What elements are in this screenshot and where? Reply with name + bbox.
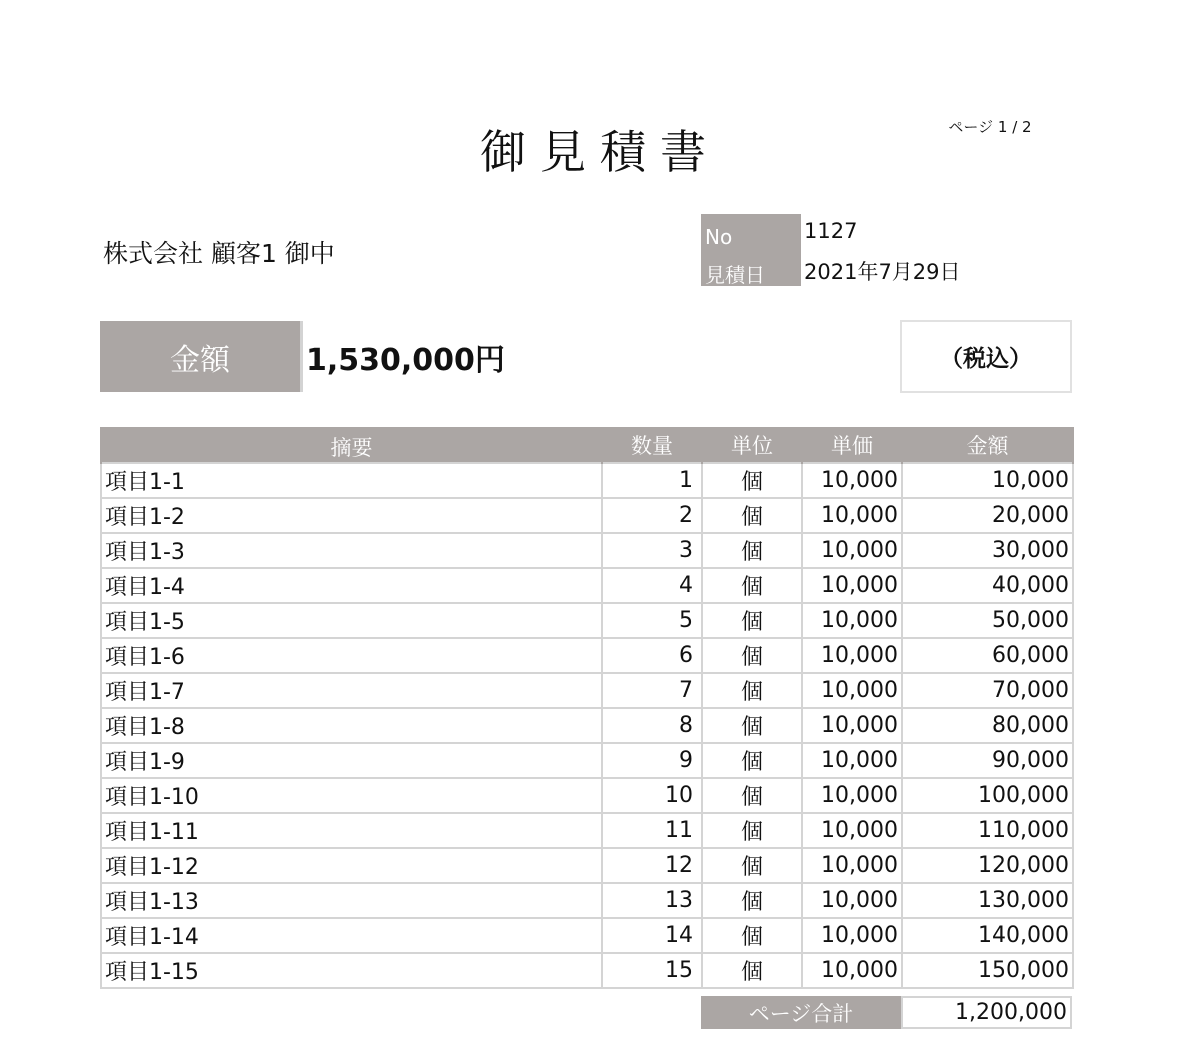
table-header-row — [101, 427, 1073, 463]
cell-unit-price: 10,000 — [802, 778, 902, 813]
cell-quantity: 5 — [602, 603, 702, 638]
cell-amount: 140,000 — [902, 918, 1073, 953]
header-unit-price: 単価 — [802, 427, 902, 463]
header-quantity: 数量 — [602, 427, 702, 463]
cell-quantity: 10 — [602, 778, 702, 813]
cell-unit: 個 — [702, 708, 802, 743]
cell-unit-price: 10,000 — [802, 883, 902, 918]
header-amount: 金額 — [902, 427, 1073, 463]
table-row — [101, 813, 1073, 848]
total-amount-label: 金額 — [100, 321, 300, 392]
items-body — [101, 463, 1073, 988]
cell-quantity: 8 — [602, 708, 702, 743]
cell-description: 項目1-7 — [101, 673, 602, 708]
cell-unit: 個 — [702, 743, 802, 778]
cell-amount: 20,000 — [902, 498, 1073, 533]
cell-amount: 70,000 — [902, 673, 1073, 708]
cell-amount: 30,000 — [902, 533, 1073, 568]
table-row — [101, 568, 1073, 603]
table-row — [101, 918, 1073, 953]
cell-description: 項目1-2 — [101, 498, 602, 533]
cell-description: 項目1-12 — [101, 848, 602, 883]
cell-unit-price: 10,000 — [802, 463, 902, 498]
cell-description: 項目1-13 — [101, 883, 602, 918]
table-row — [101, 883, 1073, 918]
items-table — [100, 427, 1074, 989]
cell-unit: 個 — [702, 463, 802, 498]
cell-amount: 40,000 — [902, 568, 1073, 603]
cell-amount: 60,000 — [902, 638, 1073, 673]
page-indicator: ページ 1 / 2 — [948, 118, 1032, 136]
cell-unit-price: 10,000 — [802, 848, 902, 883]
cell-unit: 個 — [702, 813, 802, 848]
estimate-date-label: 見積日 — [705, 263, 765, 287]
cell-unit: 個 — [702, 673, 802, 708]
cell-unit-price: 10,000 — [802, 568, 902, 603]
cell-unit: 個 — [702, 498, 802, 533]
table-row — [101, 603, 1073, 638]
cell-amount: 90,000 — [902, 743, 1073, 778]
table-row — [101, 638, 1073, 673]
cell-description: 項目1-10 — [101, 778, 602, 813]
cell-description: 項目1-5 — [101, 603, 602, 638]
total-amount-value: 1,530,000円 — [300, 321, 900, 392]
estimate-no-value: 1127 — [804, 219, 858, 243]
cell-unit-price: 10,000 — [802, 673, 902, 708]
tax-included-note: （税込） — [900, 320, 1072, 393]
cell-quantity: 1 — [602, 463, 702, 498]
cell-amount: 150,000 — [902, 953, 1073, 988]
cell-unit-price: 10,000 — [802, 813, 902, 848]
cell-unit: 個 — [702, 953, 802, 988]
cell-amount: 110,000 — [902, 813, 1073, 848]
cell-description: 項目1-3 — [101, 533, 602, 568]
cell-unit-price: 10,000 — [802, 743, 902, 778]
cell-description: 項目1-1 — [101, 463, 602, 498]
cell-amount: 100,000 — [902, 778, 1073, 813]
cell-quantity: 7 — [602, 673, 702, 708]
header-description: 摘要 — [101, 427, 602, 463]
cell-amount: 80,000 — [902, 708, 1073, 743]
cell-quantity: 11 — [602, 813, 702, 848]
cell-unit: 個 — [702, 918, 802, 953]
cell-unit: 個 — [702, 533, 802, 568]
cell-unit-price: 10,000 — [802, 533, 902, 568]
table-row — [101, 708, 1073, 743]
cell-amount: 120,000 — [902, 848, 1073, 883]
customer-name: 株式会社 顧客1 御中 — [103, 239, 335, 268]
cell-quantity: 13 — [602, 883, 702, 918]
cell-quantity: 4 — [602, 568, 702, 603]
meta-label-column — [701, 214, 801, 286]
cell-quantity: 14 — [602, 918, 702, 953]
cell-unit-price: 10,000 — [802, 953, 902, 988]
header-unit: 単位 — [702, 427, 802, 463]
cell-amount: 10,000 — [902, 463, 1073, 498]
cell-unit: 個 — [702, 568, 802, 603]
cell-unit: 個 — [702, 883, 802, 918]
cell-unit: 個 — [702, 638, 802, 673]
cell-unit: 個 — [702, 848, 802, 883]
table-row — [101, 673, 1073, 708]
table-row — [101, 498, 1073, 533]
estimate-date-value: 2021年7月29日 — [804, 260, 961, 284]
cell-unit: 個 — [702, 778, 802, 813]
cell-unit-price: 10,000 — [802, 708, 902, 743]
table-row — [101, 743, 1073, 778]
cell-description: 項目1-14 — [101, 918, 602, 953]
cell-description: 項目1-6 — [101, 638, 602, 673]
document-title: 御見積書 — [480, 125, 720, 179]
cell-unit-price: 10,000 — [802, 498, 902, 533]
cell-quantity: 15 — [602, 953, 702, 988]
cell-description: 項目1-9 — [101, 743, 602, 778]
cell-description: 項目1-4 — [101, 568, 602, 603]
table-row — [101, 848, 1073, 883]
cell-quantity: 2 — [602, 498, 702, 533]
estimate-no-label: No — [705, 225, 733, 249]
table-row — [101, 463, 1073, 498]
cell-description: 項目1-8 — [101, 708, 602, 743]
cell-unit-price: 10,000 — [802, 638, 902, 673]
cell-quantity: 9 — [602, 743, 702, 778]
cell-description: 項目1-11 — [101, 813, 602, 848]
cell-quantity: 12 — [602, 848, 702, 883]
cell-amount: 50,000 — [902, 603, 1073, 638]
page-total-label: ページ合計 — [701, 996, 901, 1029]
cell-quantity: 3 — [602, 533, 702, 568]
cell-description: 項目1-15 — [101, 953, 602, 988]
cell-amount: 130,000 — [902, 883, 1073, 918]
table-row — [101, 533, 1073, 568]
table-row — [101, 778, 1073, 813]
cell-quantity: 6 — [602, 638, 702, 673]
cell-unit-price: 10,000 — [802, 603, 902, 638]
table-row — [101, 953, 1073, 988]
cell-unit-price: 10,000 — [802, 918, 902, 953]
cell-unit: 個 — [702, 603, 802, 638]
page-total-value: 1,200,000 — [901, 996, 1072, 1029]
